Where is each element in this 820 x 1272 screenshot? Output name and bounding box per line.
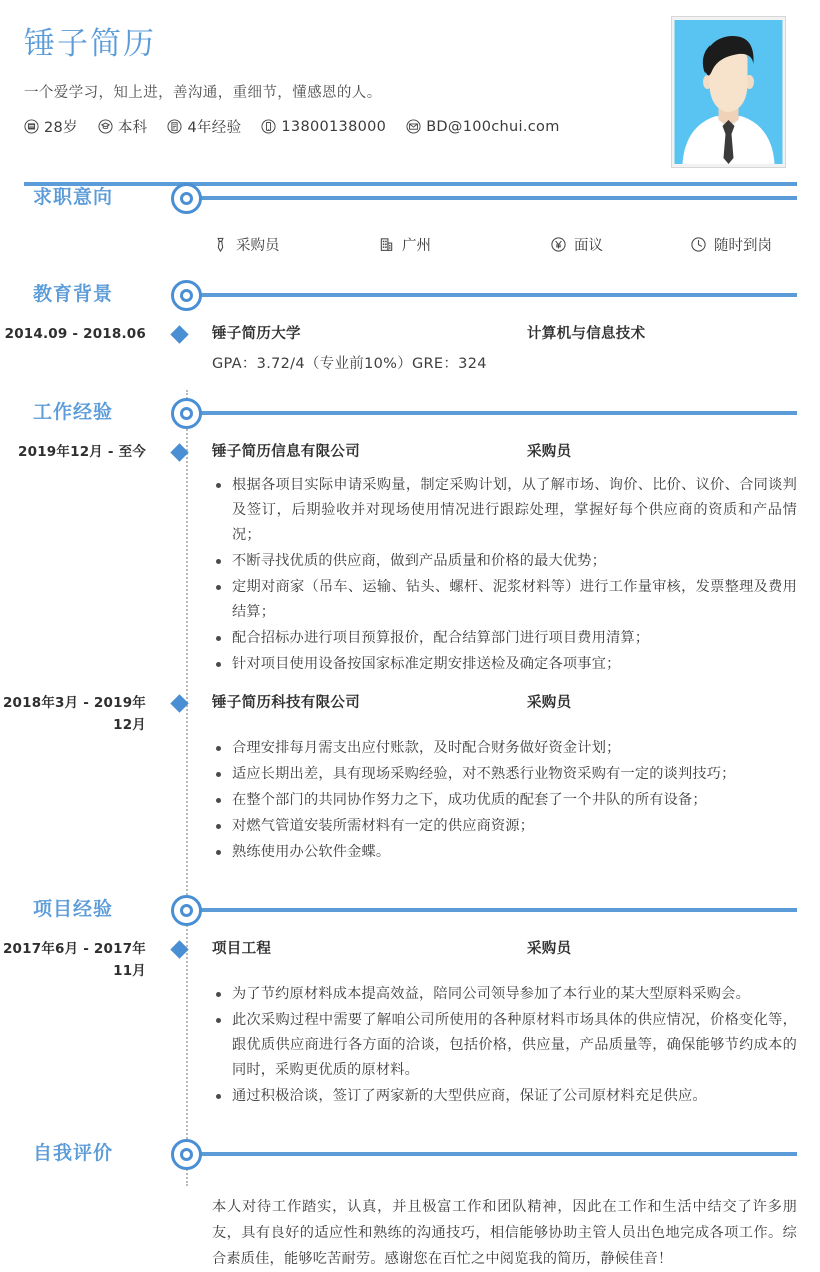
work-entry-main bbox=[212, 441, 820, 678]
section-title-self-evaluation: 自我评价 bbox=[33, 1142, 114, 1164]
list-item: 定期对商家（吊车、运输、钻头、螺杆、泥浆材料等）进行工作量审核，发票整理及费用结算； bbox=[212, 575, 797, 625]
work-company: 锤子简历科技有限公司 bbox=[212, 695, 360, 711]
section-rule bbox=[200, 411, 797, 415]
project-entry bbox=[0, 932, 820, 1110]
work-entry-date: 2018年3月 - 2019年12月 bbox=[2, 695, 146, 733]
section-title-job-intention: 求职意向 bbox=[33, 186, 114, 208]
list-item: 合理安排每月需支出应付账款，及时配合财务做好资金计划； bbox=[212, 736, 797, 761]
intent-salary-text: 面议 bbox=[574, 238, 603, 254]
header-tagline: 一个爱学习，知上进，善沟通，重细节，懂感恩的人。 bbox=[24, 85, 382, 102]
list-item: 对燃气管道安装所需材料有一定的供应商资源； bbox=[212, 814, 797, 839]
work-title-row bbox=[212, 441, 797, 463]
contact-degree-text: 本科 bbox=[117, 120, 148, 137]
self-evaluation-body bbox=[0, 1176, 820, 1272]
job-intention-items bbox=[0, 220, 820, 255]
section-rule bbox=[200, 196, 797, 200]
section-rule bbox=[200, 908, 797, 912]
section-header bbox=[0, 176, 820, 220]
education-entry bbox=[0, 317, 820, 373]
list-item: 在整个部门的共同协作努力之下，成功优质的配套了一个井队的所有设备； bbox=[212, 788, 797, 813]
education-major: 计算机与信息技术 bbox=[527, 326, 646, 342]
section-job-intention bbox=[0, 176, 820, 255]
list-item: 为了节约原材料成本提高效益，陪同公司领导参加了本行业的某大型原料采购会。 bbox=[212, 982, 797, 1007]
list-item: 此次采购过程中需要了解咱公司所使用的各种原材料市场具体的供应情况，价格变化等，跟优质供应商进行各方面的洽谈，包括价格，供应量，产品质量等，确保能够节约成本的同时，采购更优质的原材料。 bbox=[212, 1008, 797, 1083]
self-evaluation-text: 本人对待工作踏实，认真，并且极富工作和团队精神，因此在工作和生活中结交了许多朋友，具有良好的适应性和熟练的沟通技巧，相信能够协助主管人员出色地完成各项工作。综合素质佳，能够吃苦耐劳。感谢您在百忙之中阅览我的简历，静候佳音！ bbox=[212, 1199, 797, 1267]
timeline-node bbox=[160, 938, 212, 1110]
timeline-node bbox=[160, 692, 212, 866]
diamond-marker-icon bbox=[170, 940, 188, 958]
list-item: 配合招标办进行项目预算报价，配合结算部门进行项目费用清算； bbox=[212, 626, 797, 651]
section-project-experience bbox=[0, 866, 820, 1110]
section-title-education: 教育背景 bbox=[33, 283, 114, 305]
work-entry bbox=[0, 435, 820, 678]
diamond-marker-icon bbox=[170, 443, 188, 461]
education-title-row bbox=[212, 323, 797, 345]
contact-item-age bbox=[24, 116, 78, 137]
project-entry-date: 2017年6月 - 2017年11月 bbox=[2, 941, 146, 979]
intent-availability-text: 随时到岗 bbox=[714, 238, 772, 254]
section-marker-icon bbox=[171, 398, 202, 429]
intent-city-text: 广州 bbox=[402, 238, 431, 254]
section-rule bbox=[200, 1152, 797, 1156]
contact-experience-text: 4年经验 bbox=[187, 120, 242, 137]
section-marker-icon bbox=[171, 280, 202, 311]
tie-icon bbox=[212, 236, 229, 253]
project-role: 采购员 bbox=[527, 941, 572, 957]
section-marker-icon bbox=[171, 895, 202, 926]
contact-phone-text: 13800138000 bbox=[281, 118, 387, 135]
list-item: 针对项目使用设备按国家标准定期安排送检及确定各项事宜； bbox=[212, 652, 797, 677]
clock-icon bbox=[690, 236, 707, 253]
list-item: 根据各项目实际申请采购量，制定采购计划，从了解市场、询价、比价、议价、合同谈判及签订，后期验收并对现场使用情况进行跟踪处理，掌握好每个供应商的资质和产品情况； bbox=[212, 473, 797, 548]
work-bullet-list bbox=[212, 736, 797, 865]
section-education bbox=[0, 255, 820, 373]
section-header bbox=[0, 1132, 820, 1176]
work-company: 锤子简历信息有限公司 bbox=[212, 444, 360, 460]
work-entry-date: 2019年12月 - 至今 bbox=[18, 444, 146, 460]
work-entry-main bbox=[212, 692, 820, 866]
intent-item-position bbox=[212, 234, 378, 255]
contact-age-text: 28岁 bbox=[44, 120, 78, 137]
timeline-node bbox=[160, 323, 212, 373]
section-self-evaluation bbox=[0, 1110, 820, 1272]
intent-item-city bbox=[378, 234, 550, 255]
work-bullet-list bbox=[212, 473, 797, 677]
list-item: 不断寻找优质的供应商，做到产品质量和价格的最大优势； bbox=[212, 549, 797, 574]
work-title-row bbox=[212, 692, 797, 714]
project-name: 项目工程 bbox=[212, 941, 272, 957]
contact-item-degree bbox=[98, 116, 148, 137]
work-role: 采购员 bbox=[527, 695, 572, 711]
diamond-marker-icon bbox=[170, 694, 188, 712]
education-school: 锤子简历大学 bbox=[212, 326, 301, 342]
section-header bbox=[0, 391, 820, 435]
education-entry-main bbox=[212, 323, 820, 373]
project-title-row bbox=[212, 938, 797, 960]
section-marker-icon bbox=[171, 183, 202, 214]
phone-icon bbox=[261, 119, 276, 134]
list-item: 熟练使用办公软件金蝶。 bbox=[212, 840, 797, 865]
section-title-project: 项目经验 bbox=[33, 898, 114, 920]
building-icon bbox=[378, 236, 395, 253]
contact-item-phone bbox=[261, 119, 386, 135]
work-role: 采购员 bbox=[527, 444, 572, 460]
section-rule bbox=[200, 293, 797, 297]
resume-header bbox=[0, 0, 820, 160]
intent-position-text: 采购员 bbox=[236, 238, 280, 254]
work-entry bbox=[0, 678, 820, 866]
project-bullet-list bbox=[212, 982, 797, 1109]
section-title-work: 工作经验 bbox=[33, 401, 114, 423]
contact-item-experience bbox=[167, 116, 241, 137]
education-entry-date: 2014.09 - 2018.06 bbox=[4, 326, 146, 342]
list-item: 通过积极洽谈，签订了两家新的大型供应商，保证了公司原材料充足供应。 bbox=[212, 1084, 797, 1109]
document-icon bbox=[167, 119, 182, 134]
project-entry-main bbox=[212, 938, 820, 1110]
section-work-experience bbox=[0, 373, 820, 866]
section-header bbox=[0, 273, 820, 317]
calendar-icon bbox=[24, 119, 39, 134]
timeline-node bbox=[160, 441, 212, 678]
page-title: 锤子简历 bbox=[24, 26, 156, 62]
diamond-marker-icon bbox=[170, 325, 188, 343]
section-header bbox=[0, 888, 820, 932]
intent-item-salary bbox=[550, 234, 690, 255]
contact-email-text: BD@100chui.com bbox=[426, 118, 560, 135]
section-marker-icon bbox=[171, 1139, 202, 1170]
resume-body bbox=[0, 160, 820, 1272]
education-detail: GPA：3.72/4（专业前10%）GRE：324 bbox=[212, 356, 487, 372]
avatar bbox=[671, 16, 786, 168]
contact-item-email bbox=[406, 119, 559, 135]
intent-item-availability bbox=[690, 234, 772, 255]
mail-icon bbox=[406, 119, 421, 134]
list-item: 适应长期出差，具有现场采购经验，对不熟悉行业物资采购有一定的谈判技巧； bbox=[212, 762, 797, 787]
avatar-illustration bbox=[675, 20, 782, 164]
graduation-icon bbox=[98, 119, 113, 134]
yen-icon bbox=[550, 236, 567, 253]
